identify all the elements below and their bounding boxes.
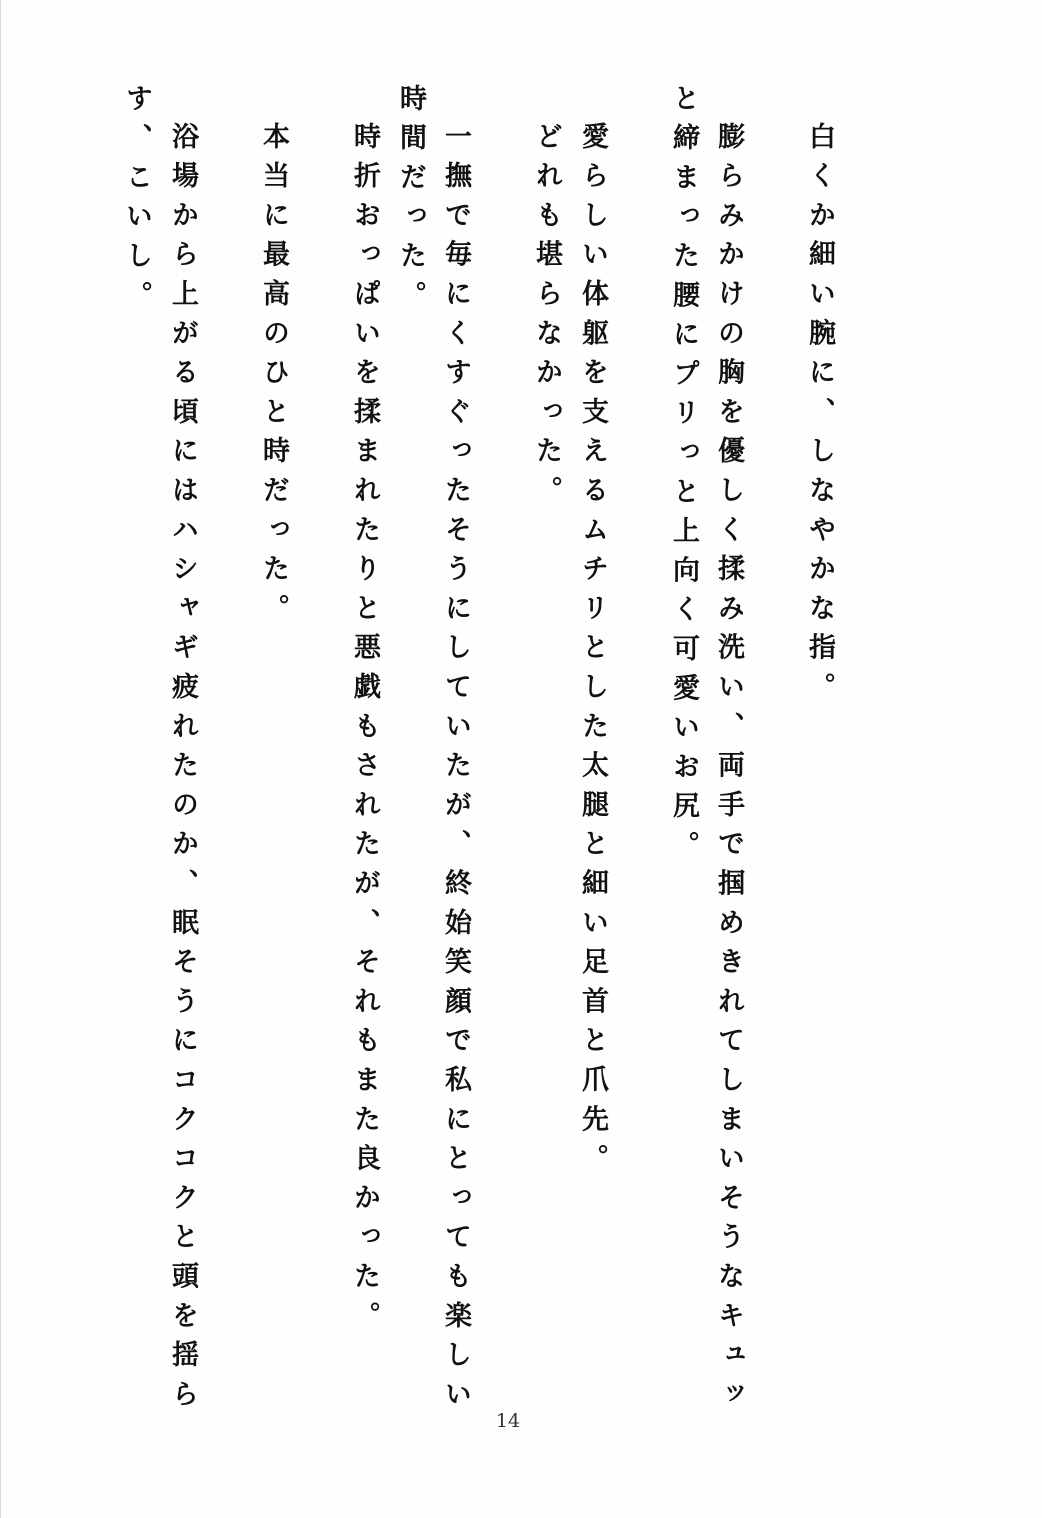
text-line-10: 浴場から上がる頃にはハシャギ疲れたのか、眠そうにコクコクと頭を揺ら [167, 122, 198, 1419]
text-line-7: 時間だった。 [395, 84, 426, 320]
text-line-6: 一撫で毎にくすぐったそうにしていたが、終始笑顔で私にとっても楽しい [440, 122, 471, 1419]
text-line-5: どれも堪らなかった。 [531, 122, 562, 515]
text-line-8: 時折おっぱいを揉まれたりと悪戯もされたが、それもまた良かった。 [349, 122, 380, 1341]
text-line-1: 白くか細い腕に、しなやかな指。 [804, 122, 835, 712]
page-number: 14 [495, 1410, 521, 1432]
text-line-2: 膨らみかけの胸を優しく揉み洗い、両手で掴めきれてしまいそうなキュッ [713, 122, 744, 1419]
text-line-3: と締まった腰にプリっと上向く可愛いお尻。 [668, 84, 699, 870]
text-line-11: す、こいし。 [121, 84, 152, 320]
text-line-9: 本当に最高のひと時だった。 [258, 122, 289, 633]
text-line-4: 愛らしい体躯を支えるムチリとした太腿と細い足首と爪先。 [577, 122, 608, 1184]
